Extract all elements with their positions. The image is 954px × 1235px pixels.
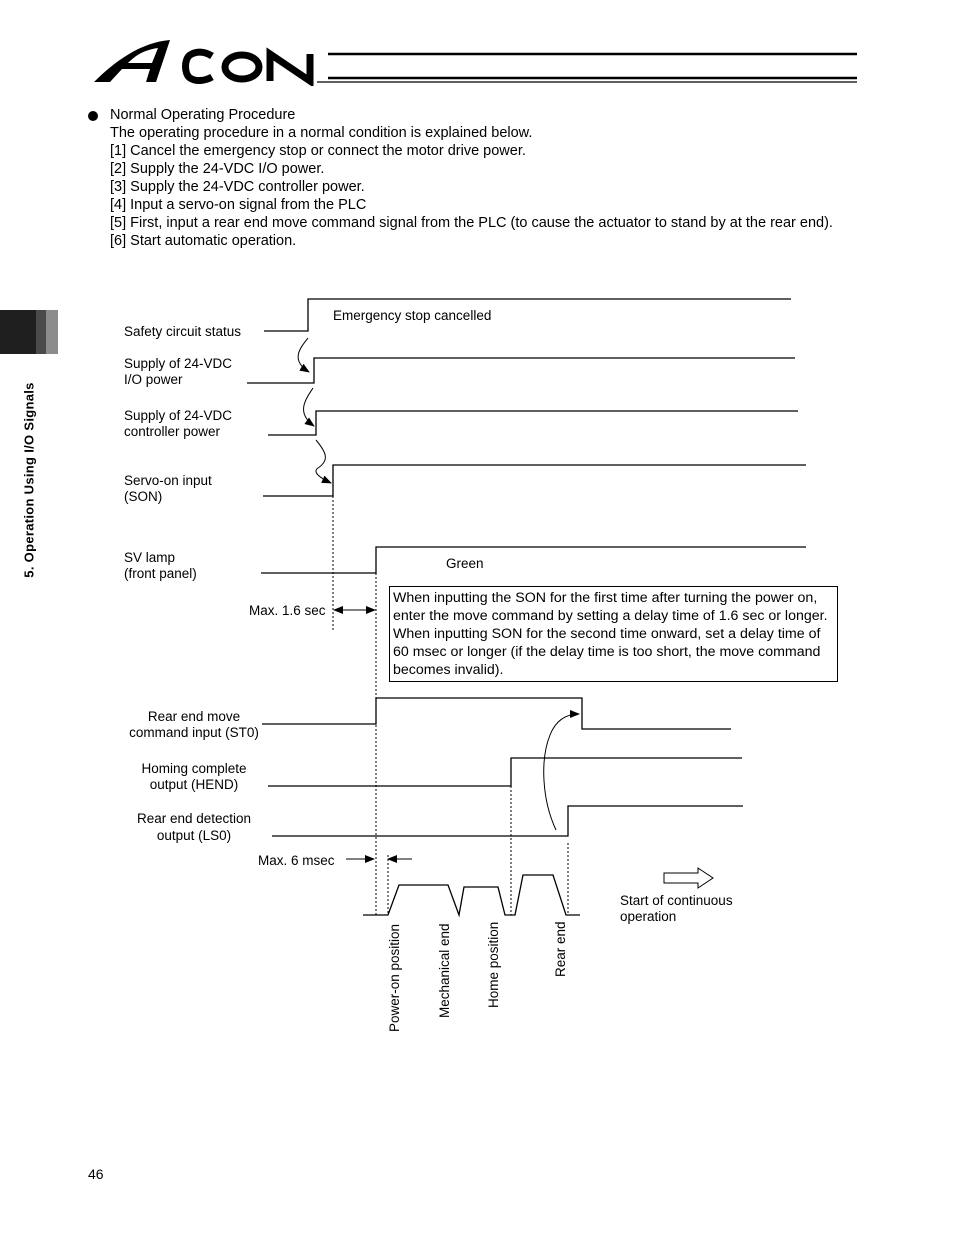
label-io-power: Supply of 24-VDC I/O power [124, 356, 233, 387]
waveform-servo-on [263, 465, 806, 496]
continuous-label: Start of continuous operation [620, 893, 733, 924]
label-sv-lamp: SV lamp (front panel) [124, 550, 197, 581]
procedure-step: [1] Cancel the emergency stop or connect the motor drive power. [110, 143, 526, 159]
label-controller-power: Supply of 24-VDC controller power [124, 408, 233, 439]
position-label: Power-on position [387, 923, 402, 1032]
procedure-heading: Normal Operating Procedure [110, 107, 296, 123]
procedure-step: [5] First, input a rear end move command signal from the PLC (to cause the actuator to stand by at the rear end). [110, 215, 833, 231]
label-ls0: Rear end detection output (LS0) [136, 811, 252, 843]
position-label: Mechanical end [437, 923, 452, 1018]
waveform-hend [268, 758, 742, 786]
position-label: Rear end [553, 921, 568, 977]
delay-note-box: When inputting the SON for the first time after turning the power on, enter the move command by setting a delay time of 1.6 sec or longer. When inputting SON for the second time onward, set a delay time of 60 msec or longer (if the delay time is too short, the move command becomes invalid). [389, 586, 838, 682]
page-number: 46 [88, 1166, 104, 1182]
waveform-ls0 [272, 806, 743, 836]
causal-arrow-3 [316, 440, 331, 483]
emergency-stop-label: Emergency stop cancelled [333, 308, 492, 323]
position-label: Home position [486, 921, 501, 1008]
lamp-color-label: Green [446, 556, 484, 571]
waveform-io-power [247, 358, 795, 383]
chapter-label-text: 5. Operation Using I/O Signals [21, 382, 37, 578]
causal-arrow-1 [298, 338, 309, 372]
max-delay-move-label: Max. 6 msec [258, 853, 335, 868]
max-delay-son-label: Max. 1.6 sec [249, 603, 326, 618]
waveform-sv-lamp [261, 547, 806, 573]
causal-arrow-4 [544, 714, 579, 830]
label-safety-circuit: Safety circuit status [124, 324, 242, 339]
waveform-controller-power [268, 411, 798, 435]
waveform-st0 [262, 698, 731, 729]
procedure-step: [3] Supply the 24-VDC controller power. [110, 179, 365, 195]
continuous-arrow-icon [664, 868, 713, 888]
label-hend: Homing complete output (HEND) [141, 761, 247, 792]
procedure-step: [2] Supply the 24-VDC I/O power. [110, 161, 325, 177]
procedure-step: [6] Start automatic operation. [110, 233, 297, 249]
procedure-intro: The operating procedure in a normal condition is explained below. [110, 125, 533, 141]
procedure-step: [4] Input a servo-on signal from the PLC [110, 197, 367, 213]
position-profile [363, 875, 580, 915]
label-servo-on: Servo-on input (SON) [124, 473, 212, 504]
causal-arrow-2 [304, 388, 314, 426]
label-st0: Rear end move command input (ST0) [129, 709, 259, 740]
